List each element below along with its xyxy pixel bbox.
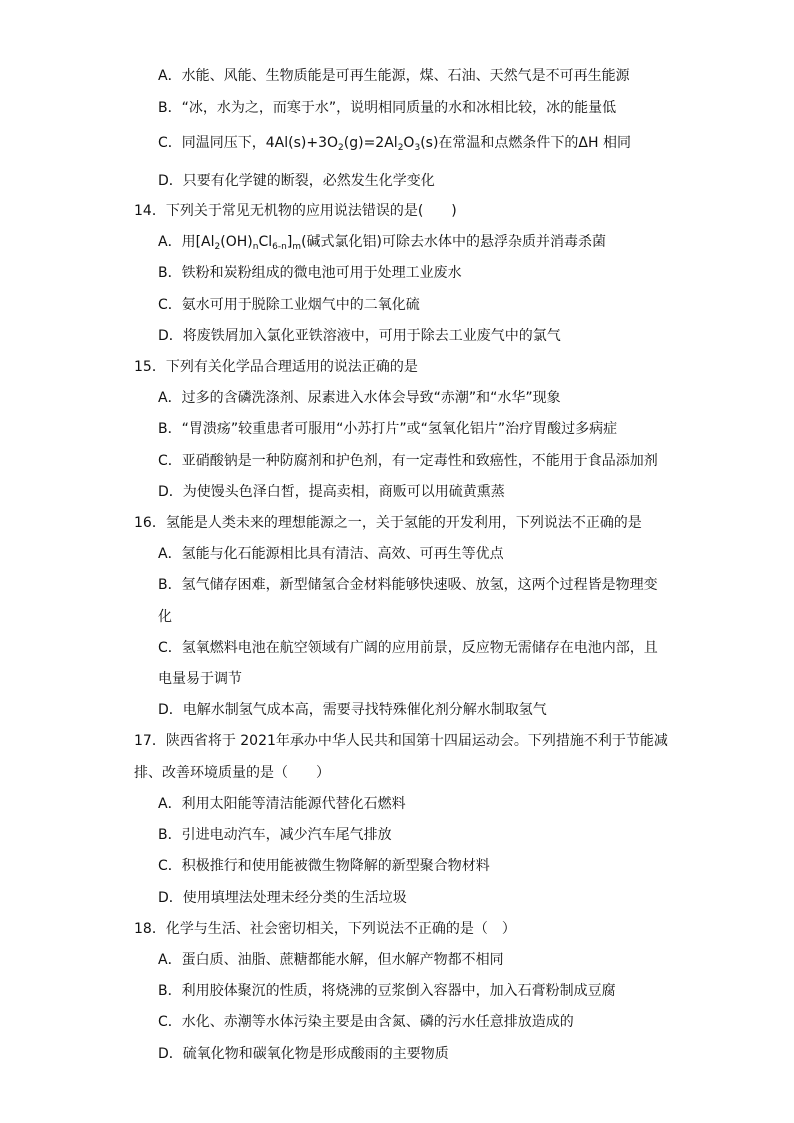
- q13-option-d: D．只要有化学键的断裂，必然发生化学变化: [158, 173, 435, 189]
- q18-option-a: A．蛋白质、油脂、蔗糖都能水解，但水解产物都不相同: [158, 952, 504, 968]
- q18-option-d: D．硫氧化物和碳氧化物是形成酸雨的主要物质: [158, 1046, 449, 1062]
- question-17-stem: 17．陕西省将于 2021年承办中华人民共和国第十四届运动会。下列措施不利于节能减: [134, 733, 668, 749]
- q14-option-a: A．用$[Al_2(OH)_nCl_{6-n}]_m$(碱式氯化铝)可除去水体中的悬浮杂质并消毒杀菌: [158, 234, 606, 252]
- q17-option-c: C．积极推行和使用能被微生物降解的新型聚合物材料: [158, 858, 490, 874]
- q16-option-b-continued: 化: [158, 609, 172, 625]
- q13-option-b: B．“冰，水为之，而寒于水”，说明相同质量的水和冰相比较，冰的能量低: [158, 100, 617, 116]
- q16-option-a: A．氢能与化石能源相比具有清洁、高效、可再生等优点: [158, 546, 504, 562]
- q14-option-b: B．铁粉和炭粉组成的微电池可用于处理工业废水: [158, 265, 462, 281]
- q16-option-c-continued: 电量易于调节: [158, 671, 242, 687]
- q15-option-d: D．为使馒头色泽白皙，提高卖相，商贩可以用硫黄熏蒸: [158, 484, 505, 500]
- question-15-stem: 15．下列有关化学品合理适用的说法正确的是: [134, 359, 418, 375]
- q16-option-b: B．氢气储存困难，新型储氢合金材料能够快速吸、放氢，这两个过程皆是物理变: [158, 577, 658, 593]
- q18-option-b: B．利用胶体聚沉的性质，将烧沸的豆浆倒入容器中，加入石膏粉制成豆腐: [158, 983, 616, 999]
- q16-option-d: D．电解水制氢气成本高，需要寻找特殊催化剂分解水制取氢气: [158, 702, 547, 718]
- q15-option-a: A．过多的含磷洗涤剂、尿素进入水体会导致“赤潮”和“水华”现象: [158, 390, 561, 406]
- q14-option-c: C．氨水可用于脱除工业烟气中的二氧化硫: [158, 297, 420, 313]
- q16-option-c: C．氢氧燃料电池在航空领域有广阔的应用前景，反应物无需储存在电池内部，且: [158, 640, 658, 656]
- q13-option-c: C．同温同压下，$4Al(s)+3O_2(g)=2Al_2O_3(s)$在常温和点燃条件下的ΔH 相同: [158, 135, 631, 153]
- q15-option-b: B．“胃溃疡”较重患者可服用“小苏打片”或“氢氧化铝片”治疗胃酸过多病症: [158, 421, 618, 437]
- question-18-stem: 18．化学与生活、社会密切相关，下列说法不正确的是（ ）: [134, 921, 516, 937]
- question-14-stem: 14．下列关于常见无机物的应用说法错误的是( ): [134, 203, 457, 219]
- q18-option-c: C．水化、赤潮等水体污染主要是由含氮、磷的污水任意排放造成的: [158, 1014, 574, 1030]
- question-17-stem-continued: 排、改善环境质量的是（ ）: [134, 765, 330, 781]
- q14-option-d: D．将废铁屑加入氯化亚铁溶液中，可用于除去工业废气中的氯气: [158, 328, 561, 344]
- question-16-stem: 16．氢能是人类未来的理想能源之一，关于氢能的开发利用，下列说法不正确的是: [134, 515, 642, 531]
- q15-option-c: C．亚硝酸钠是一种防腐剂和护色剂，有一定毒性和致癌性，不能用于食品添加剂: [158, 453, 658, 469]
- q17-option-a: A．利用太阳能等清洁能源代替化石燃料: [158, 796, 406, 812]
- q13-option-a: A．水能、风能、生物质能是可再生能源，煤、石油、天然气是不可再生能源: [158, 68, 630, 84]
- q17-option-d: D．使用填埋法处理未经分类的生活垃圾: [158, 890, 407, 906]
- q17-option-b: B．引进电动汽车，减少汽车尾气排放: [158, 827, 392, 843]
